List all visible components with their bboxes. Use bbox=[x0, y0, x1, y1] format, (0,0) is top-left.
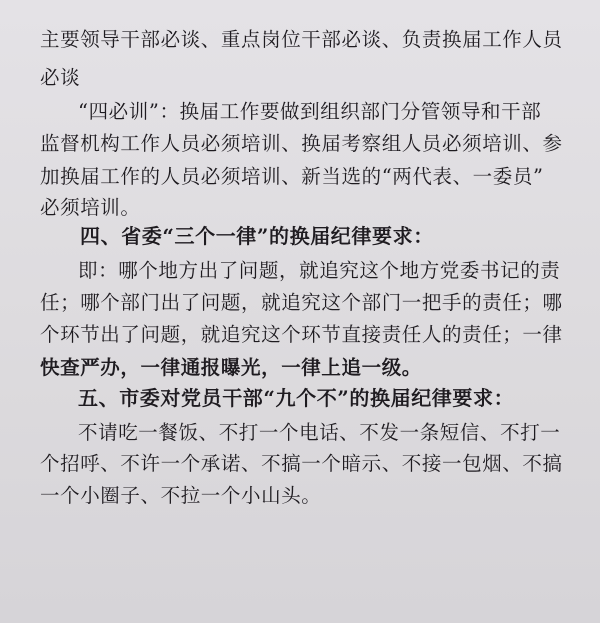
section-4-heading: 四、省委“三个一律”的换届纪律要求： bbox=[80, 224, 434, 248]
para2-line1: “四必训”：换届工作要做到组织部门分管领导和干部 bbox=[78, 100, 542, 123]
para3-line2: 任；哪个部门出了问题，就追究这个部门一把手的责任；哪 bbox=[40, 291, 563, 314]
para2-line4: 必须培训。 bbox=[40, 196, 141, 219]
para4-line2: 个招呼、不许一个承诺、不搞一个暗示、不接一包烟、不搞 bbox=[40, 452, 563, 475]
para4-line1: 不请吃一餐饭、不打一个电话、不发一条短信、不打一 bbox=[78, 421, 561, 444]
para3-line1: 即：哪个地方出了问题，就追究这个地方党委书记的责 bbox=[78, 259, 561, 282]
para4-line3: 一个小圈子、不拉一个小山头。 bbox=[40, 484, 322, 507]
para3-line3: 个环节出了问题，就追究这个环节直接责任人的责任；一律 bbox=[40, 323, 563, 346]
para3-line4: 快查严办，一律通报曝光，一律上追一级。 bbox=[40, 356, 422, 379]
para2-line2: 监督机构工作人员必须培训、换届考察组人员必须培训、参 bbox=[40, 132, 563, 155]
para2-line3: 加换届工作的人员必须培训、新当选的“两代表、一委员” bbox=[40, 165, 544, 188]
para1-line1: 主要领导干部必谈、重点岗位干部必谈、负责换届工作人员 bbox=[40, 28, 563, 51]
section-5-heading: 五、市委对党员干部“九个不”的换届纪律要求： bbox=[78, 386, 515, 410]
para1-line2: 必谈 bbox=[40, 66, 81, 89]
